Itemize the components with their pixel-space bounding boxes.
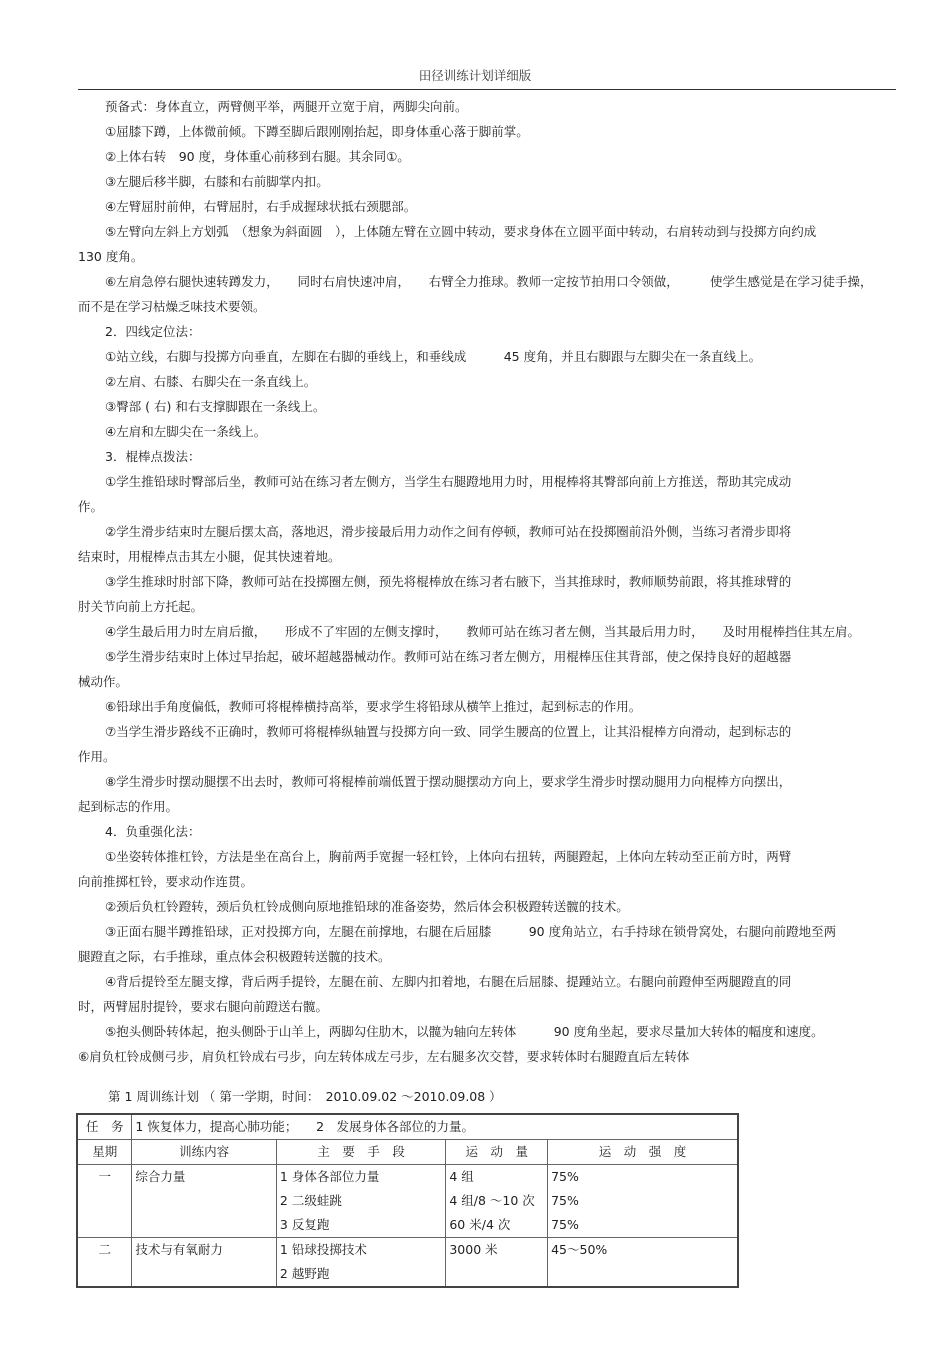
week-plan-title: 第 1 周训练计划 （ 第一学期，时间： 2010.09.02 ～2010.09.08 ） — [108, 1089, 502, 1104]
paragraph: ②颈后负杠铃蹬转，颈后负杠铃成侧向原地推铅球的准备姿势，然后体会积极蹬转送髋的技术。 — [105, 899, 629, 914]
paragraph: ③正面右腿半蹲推铅球，正对投掷方向，左腿在前撑地，右腿在后屈膝 90 度角站立，右手持球在锁骨窝处，右腿向前蹬地至两 — [105, 924, 837, 939]
paragraph: ④左肩和左脚尖在一条线上。 — [105, 424, 267, 439]
task-text: 1 恢复体力，提高心肺功能； 2 发展身体各部位的力量。 — [132, 1114, 738, 1140]
intensity-line: 75% — [551, 1193, 579, 1208]
paragraph: 而不是在学习枯燥乏味技术要领。 — [78, 299, 266, 314]
paragraph: ⑦当学生滑步路线不正确时，教师可将棍棒纵轴置与投掷方向一致、同学生腰高的位置上，让其沿棍棒方向滑动，起到标志的 — [105, 724, 792, 739]
paragraph: 起到标志的作用。 — [78, 799, 179, 814]
task-label: 任 务 — [77, 1114, 132, 1140]
intensity-cell — [548, 1238, 738, 1288]
paragraph: 作。 — [78, 499, 104, 514]
document-body — [78, 94, 896, 1069]
content-cell: 技术与有氧耐力 — [132, 1238, 277, 1288]
intensity-line: 75% — [551, 1169, 579, 1184]
paragraph: ③左腿后移半脚，右膝和右前脚掌内扣。 — [105, 174, 329, 189]
paragraph: ⑤学生滑步结束时上体过早抬起，破坏超越器械动作。教师可站在练习者左侧方，用棍棒压住其背部，使之保持良好的超越器 — [105, 649, 792, 664]
paragraph: ③臀部 ( 右) 和右支撑脚跟在一条线上。 — [105, 399, 326, 414]
table-row — [77, 1238, 738, 1288]
header-rule — [78, 89, 896, 90]
paragraph: ②学生滑步结束时左腿后摆太高，落地迟，滑步接最后用力动作之间有停顿，教师可站在投掷圈前沿外侧，当练习者滑步即将 — [105, 524, 792, 539]
volume-line: 3000 米 — [449, 1242, 498, 1257]
paragraph: ②上体右转 90 度，身体重心前移到右腿。其余同①。 — [105, 149, 410, 164]
paragraph: 预备式：身体直立，两臂侧平举，两腿开立宽于肩，两脚尖向前。 — [105, 99, 468, 114]
col-header-volume: 运 动 量 — [446, 1140, 548, 1165]
means-line: 2 二级蛙跳 — [279, 1193, 342, 1208]
paragraph: ②左肩、右膝、右脚尖在一条直线上。 — [105, 374, 317, 389]
volume-line: 4 组/8 ～10 次 — [449, 1193, 535, 1208]
means-line: 2 越野跑 — [279, 1266, 330, 1281]
paragraph: ①站立线，右脚与投掷方向垂直，左脚在右脚的垂线上，和垂线成 45 度角，并且右脚跟与左脚尖在一条直线上。 — [105, 349, 762, 364]
means-line: 1 身体各部位力量 — [279, 1169, 380, 1184]
header-title: 田径训练计划详细版 — [418, 68, 532, 83]
paragraph: 130 度角。 — [78, 249, 144, 264]
paragraph: 腿蹬直之际，右手推球，重点体会积极蹬转送髋的技术。 — [78, 949, 391, 964]
paragraph: 械动作。 — [78, 674, 129, 689]
means-cell — [276, 1165, 445, 1238]
page-header — [0, 66, 950, 84]
intensity-line: 45～50% — [551, 1242, 608, 1257]
task-row — [77, 1114, 738, 1140]
content-cell: 综合力量 — [132, 1165, 277, 1238]
paragraph: ⑥左肩急停右腿快速转蹲发力， 同时右肩快速冲肩， 右臂全力推球。教师一定按节拍用口令领做， 使学生感觉是在学习徒手操， — [105, 274, 873, 289]
paragraph: 向前推掷杠铃，要求动作连贯。 — [78, 874, 254, 889]
means-line: 1 铅球投掷技术 — [279, 1242, 367, 1257]
means-cell — [276, 1238, 445, 1288]
volume-cell — [446, 1238, 548, 1288]
paragraph: ①坐姿转体推杠铃，方法是坐在高台上，胸前两手宽握一轻杠铃，上体向右扭转，两腿蹬起，上体向左转动至正前方时，两臂 — [105, 849, 792, 864]
paragraph: 2．四线定位法： — [105, 324, 201, 339]
paragraph: 结束时，用棍棒点击其左小腿，促其快速着地。 — [78, 549, 341, 564]
week-plan-table — [76, 1113, 739, 1288]
day-cell: 一 — [77, 1165, 132, 1238]
volume-line: 60 米/4 次 — [449, 1217, 511, 1232]
paragraph: ⑧学生滑步时摆动腿摆不出去时，教师可将棍棒前端低置于摆动腿摆动方向上，要求学生滑步时摆动腿用力向棍棒方向摆出， — [105, 774, 792, 789]
paragraph: ④背后提铃至左腿支撑，背后两手提铃，左腿在前、左脚内扣着地，右腿在后屈膝、提踵站立。右腿向前蹬伸至两腿蹬直的同 — [105, 974, 792, 989]
paragraph: 时，两臂屈肘提铃，要求右腿向前蹬送右髋。 — [78, 999, 329, 1014]
means-line: 3 反复跑 — [279, 1217, 330, 1232]
day-cell: 二 — [77, 1238, 132, 1288]
paragraph: 作用。 — [78, 749, 116, 764]
col-header-intensity: 运 动 强 度 — [548, 1140, 738, 1165]
paragraph: ④左臂屈肘前伸，右臂屈肘，右手成握球状抵右颈腮部。 — [105, 199, 417, 214]
paragraph: 3．棍棒点拨法： — [105, 449, 201, 464]
paragraph: ①学生推铅球时臀部后坐，教师可站在练习者左侧方，当学生右腿蹬地用力时，用棍棒将其臀部向前上方推送，帮助其完成动 — [105, 474, 792, 489]
paragraph: ⑥肩负杠铃成侧弓步，肩负杠铃成右弓步，向左转体成左弓步，左右腿多次交替，要求转体时右腿蹬直后左转体 — [78, 1049, 690, 1064]
paragraph: ⑥铅球出手角度偏低，教师可将棍棒横持高举，要求学生将铅球从横竿上推过，起到标志的作用。 — [105, 699, 642, 714]
paragraph: 4．负重强化法： — [105, 824, 201, 839]
col-header-content: 训练内容 — [132, 1140, 277, 1165]
paragraph: ③学生推球时肘部下降，教师可站在投掷圈左侧，预先将棍棒放在练习者右腋下，当其推球时，教师顺势前跟，将其推球臂的 — [105, 574, 792, 589]
volume-cell — [446, 1165, 548, 1238]
paragraph: ⑤左臂向左斜上方划弧 （想象为斜面圆 ），上体随左臂在立圆中转动，要求身体在立圆平面中转动，右肩转动到与投掷方向约成 — [105, 224, 817, 239]
paragraph: ⑤抱头侧卧转体起，抱头侧卧于山羊上，两脚勾住肋木，以髋为轴向左转体 90 度角坐起，要求尽量加大转体的幅度和速度。 — [105, 1024, 824, 1039]
col-header-means: 主 要 手 段 — [276, 1140, 445, 1165]
paragraph: ④学生最后用力时左肩后撤， 形成不了牢固的左侧支撑时， 教师可站在练习者左侧，当其最后用力时， 及时用棍棒挡住其左肩。 — [105, 624, 860, 639]
col-header-day: 星期 — [77, 1140, 132, 1165]
intensity-cell — [548, 1165, 738, 1238]
volume-line: 4 组 — [449, 1169, 474, 1184]
paragraph: ①屈膝下蹲，上体微前倾。下蹲至脚后跟刚刚抬起，即身体重心落于脚前掌。 — [105, 124, 529, 139]
intensity-line: 75% — [551, 1217, 579, 1232]
table-row — [77, 1165, 738, 1238]
paragraph: 肘关节向前上方托起。 — [78, 599, 204, 614]
table-header-row — [77, 1140, 738, 1165]
